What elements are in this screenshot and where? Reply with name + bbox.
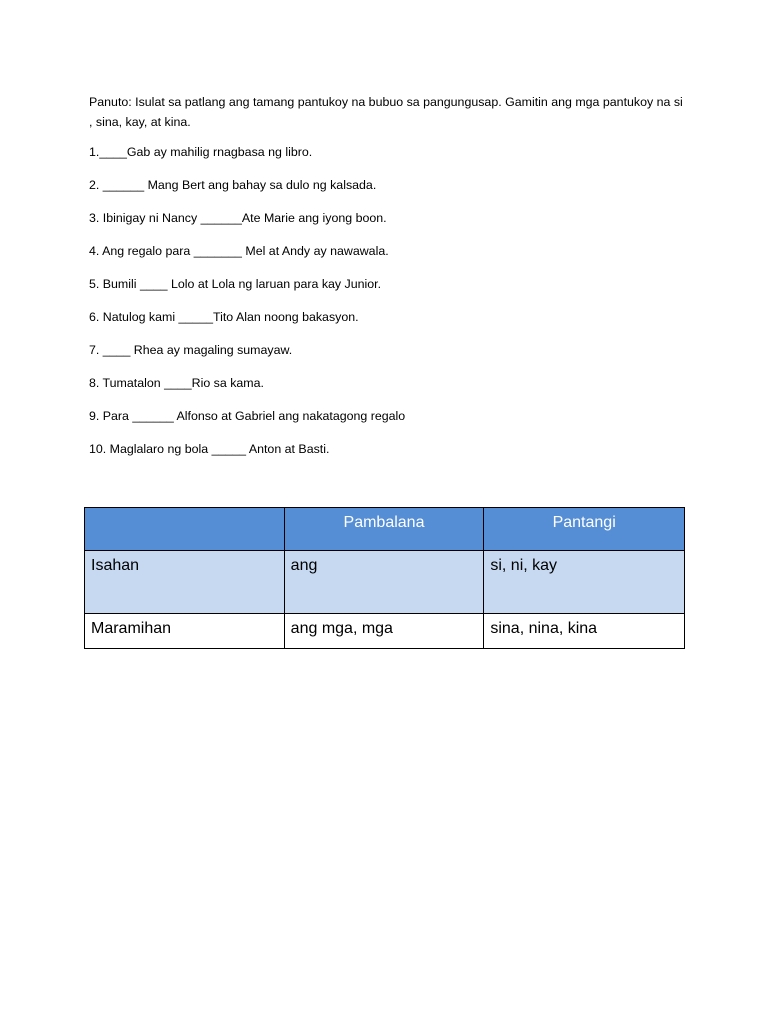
exercise-item-5: 5. Bumili ____ Lolo at Lola ng laruan para kay Junior. — [89, 277, 382, 291]
exercise-item-8: 8. Tumatalon ____Rio sa kama. — [89, 376, 264, 390]
exercise-list — [89, 144, 689, 474]
header-cell-pantangi: Pantangi — [484, 508, 685, 551]
header-cell-pambalana: Pambalana — [284, 508, 484, 551]
table-cell: si, ni, kay — [484, 551, 685, 614]
table-row-maramihan — [85, 614, 685, 649]
exercise-item-3: 3. Ibinigay ni Nancy ______Ate Marie ang iyong boon. — [89, 211, 387, 225]
exercise-item-10: 10. Maglalaro ng bola _____ Anton at Basti. — [89, 442, 330, 456]
row-label: Isahan — [85, 551, 285, 614]
exercise-item-6: 6. Natulog kami _____Tito Alan noong bakasyon. — [89, 310, 359, 324]
instructions-text: Panuto: Isulat sa patlang ang tamang pantukoy na bubuo sa pangungusap. Gamitin ang mga pantukoy na si , sina, kay, at kina. — [89, 95, 683, 129]
table-cell: ang mga, mga — [284, 614, 484, 649]
table-header-row — [85, 508, 685, 551]
table-cell: sina, nina, kina — [484, 614, 685, 649]
table-cell: ang — [284, 551, 484, 614]
article-reference-table — [84, 507, 685, 649]
worksheet — [89, 92, 689, 474]
header-cell-empty — [85, 508, 285, 551]
exercise-item-9: 9. Para ______ Alfonso at Gabriel ang nakatagong regalo — [89, 409, 406, 423]
exercise-item-2: 2. ______ Mang Bert ang bahay sa dulo ng kalsada. — [89, 178, 377, 192]
row-label: Maramihan — [85, 614, 285, 649]
exercise-item-7: 7. ____ Rhea ay magaling sumayaw. — [89, 343, 293, 357]
exercise-item-1: 1.____Gab ay mahilig rnagbasa ng libro. — [89, 145, 313, 159]
exercise-item-4: 4. Ang regalo para _______ Mel at Andy ay nawawala. — [89, 244, 389, 258]
table-row-isahan — [85, 551, 685, 614]
